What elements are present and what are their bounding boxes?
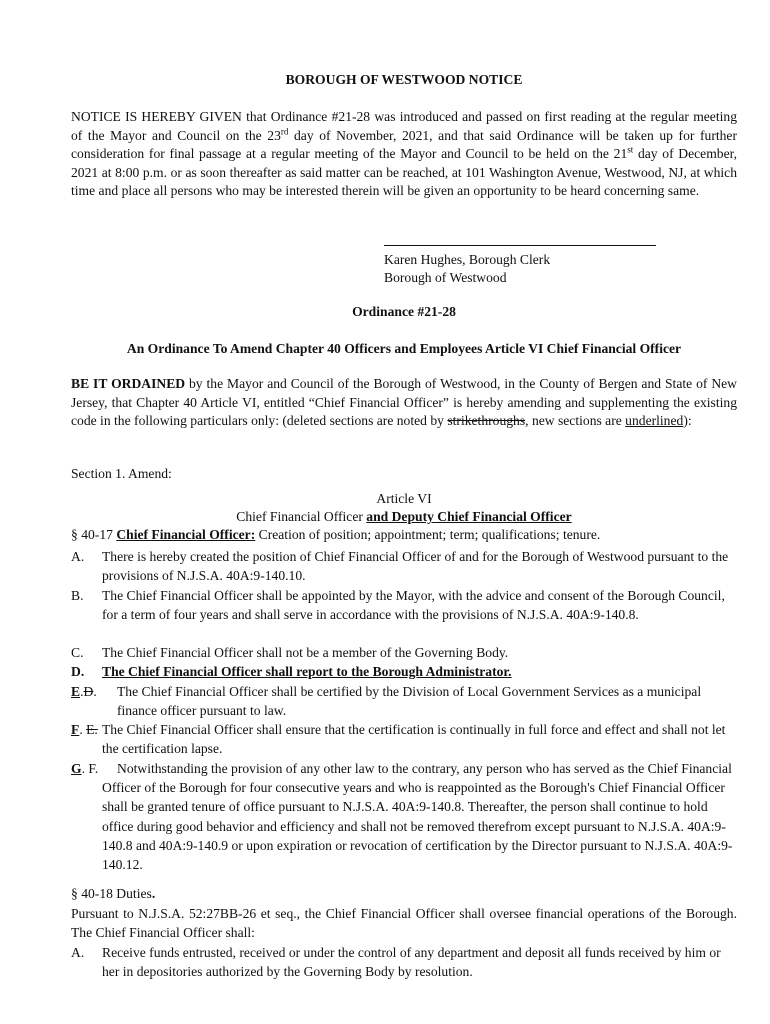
signature-name: Karen Hughes, Borough Clerk	[384, 252, 551, 267]
list-item-label: F. E.	[71, 722, 98, 737]
article-heading-text: Article VI	[376, 491, 432, 506]
deleted-label: D	[83, 684, 94, 699]
notice-text-3: day of December, 2021 at 8:00 p.m. or as soon thereafter as said matter can be reached, at 101 Washington Avenue, Westwood, NJ, at which time and place all persons who may be interested therein will be given an opportunity to be heard concerning same.	[71, 146, 737, 199]
article-sub-new: and Deputy Chief Financial Officer	[366, 509, 572, 524]
s4018-heading-text: § 40-18 Duties	[71, 886, 152, 901]
notice-paragraph	[71, 108, 737, 201]
list-item-g	[71, 759, 737, 874]
notice-text-2: day of November, 2021, and that said Ordinance will be taken up for further consideration for final passage at a regular meeting of the Mayor and Council to be held on the 21	[71, 127, 737, 162]
list-item-text: The Chief Financial Officer shall not be a member of the Governing Body.	[102, 645, 509, 660]
ordained-paragraph	[71, 375, 737, 431]
list-item-label: G. F.	[71, 761, 99, 776]
list-item-c	[71, 643, 737, 662]
signature-org: Borough of Westwood	[384, 270, 507, 285]
ordinance-title	[71, 341, 737, 357]
list-item-text: The Chief Financial Officer shall ensure that the certification is continually in full force and effect and shall not let the certification lapse.	[102, 722, 726, 757]
list-item-label: A.	[71, 945, 85, 960]
article-sub-plain: Chief Financial Officer	[236, 509, 367, 524]
section-heading-text: Section 1. Amend:	[71, 466, 172, 481]
section-40-18-intro	[71, 904, 737, 942]
list-item-text: Notwithstanding the provision of any other law to the contrary, any person who has served as the Chief Financial Officer of the Borough for four consecutive years and who is reappointed as the Borough's Chief Financial Officer shall be granted tenure of office pursuant to N.J.S.A. 40A:9-140.8. Thereafter, the person shall continue to hold office during good behavior and efficiency and shall not be removed therefrom except pursuant to N.J.S.A. 40A:9-140.8 and 40A:9-140.9 or upon expiration or revocation of certification by the Director pursuant to N.J.S.A. 40A:9-140.12.	[102, 761, 733, 873]
list-item-label: D.	[71, 664, 85, 679]
list-item-f	[71, 720, 737, 758]
duty-item-a	[71, 943, 737, 981]
ordinance-title-text: An Ordinance To Amend Chapter 40 Officers and Employees Article VI Chief Financial Officer	[126, 341, 682, 356]
notice-sup-2: st	[627, 144, 634, 155]
ordained-lead: BE IT ORDAINED	[71, 376, 186, 391]
list-item-label: C.	[71, 645, 84, 660]
list-item-text: The Chief Financial Officer shall be certified by the Division of Local Government Services as a municipal finance officer pursuant to law.	[117, 684, 702, 719]
ordained-text-1: by the Mayor and Council of the Borough of Westwood, in the County of Bergen and State of New Jersey, that Chapter 40 Article VI, entitled “Chief Financial Officer” is hereby amending and supplementing the existing code in the following particulars only: (deleted sections are noted by	[71, 376, 737, 429]
article-subheading	[71, 509, 737, 525]
section-40-18-heading: § 40-18 Duties.	[71, 886, 156, 901]
old-label: F.	[88, 761, 99, 776]
s4017-new: Chief Financial Officer:	[116, 527, 256, 542]
ordinance-number	[71, 304, 737, 320]
notice-text-1: NOTICE IS HEREBY GIVEN that Ordinance #21-28 was introduced and passed on first reading at the regular meeting of the Mayor and Council on the 23	[71, 109, 737, 143]
list-item-e	[71, 682, 737, 720]
underline-example: underlined	[625, 413, 684, 429]
new-label: G	[71, 761, 82, 776]
s4017-rest: Creation of position; appointment; term; qualifications; tenure.	[255, 527, 601, 542]
section-40-17	[71, 527, 600, 543]
list-item-label: E.D.	[71, 684, 97, 699]
article-heading	[71, 491, 737, 507]
section-heading	[71, 466, 172, 482]
signature-line	[384, 245, 656, 246]
list-item-a	[71, 547, 737, 585]
ordained-text-3: ):	[683, 413, 692, 429]
list-item-b	[71, 586, 737, 624]
list-item-text: The Chief Financial Officer shall be appointed by the Mayor, with the advice and consent of the Borough Council, for a term of four years and shall serve in accordance with the provisions of N.J.S.A. 40A:9-140.8.	[102, 588, 725, 623]
list-item-label: B.	[71, 588, 84, 603]
list-item-text: There is hereby created the position of Chief Financial Officer of and for the Borough of Westwood pursuant to the provisions of N.J.S.A. 40A:9-140.10.	[102, 549, 729, 584]
notice-title	[71, 72, 737, 88]
ordained-text-2: , new sections are	[525, 413, 626, 429]
new-label: E	[71, 684, 81, 699]
s4018-intro-text: Pursuant to N.J.S.A. 52:27BB-26 et seq., the Chief Financial Officer shall oversee financial operations of the Borough. The Chief Financial Officer shall:	[71, 906, 737, 940]
s4017-prefix: § 40-17	[71, 527, 117, 542]
strike-example: strikethroughs	[447, 413, 526, 429]
notice-sup-1: rd	[280, 126, 289, 137]
notice-title-text: BOROUGH OF WESTWOOD NOTICE	[285, 72, 523, 87]
list-item-d	[71, 662, 737, 681]
list-item-text: The Chief Financial Officer shall report to the Borough Administrator.	[102, 664, 512, 679]
ordinance-number-text: Ordinance #21-28	[352, 304, 456, 319]
signature-block	[384, 251, 550, 287]
deleted-label: E.	[86, 722, 98, 737]
new-label: F	[71, 722, 80, 737]
list-item-label: A.	[71, 549, 85, 564]
list-item-text: Receive funds entrusted, received or under the control of any department and deposit all funds received by him or her in depositories authorized by the Governing Body by resolution.	[102, 945, 721, 980]
